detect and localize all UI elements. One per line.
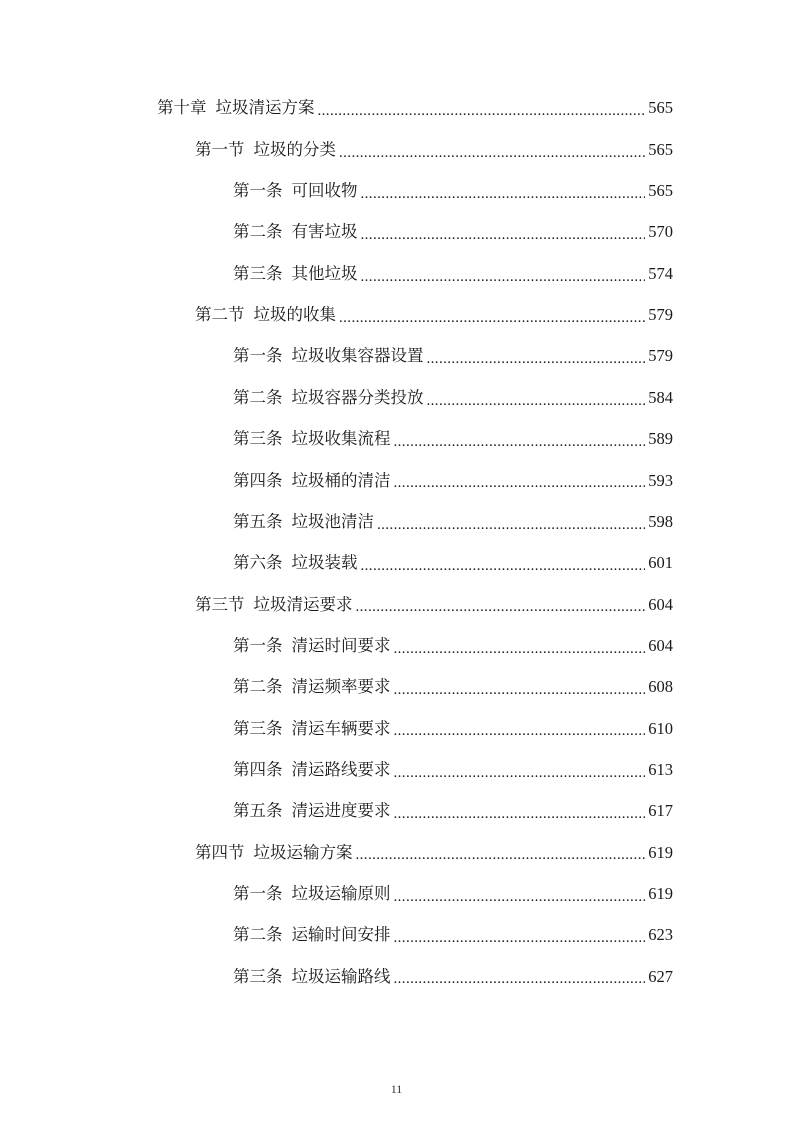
toc-entry-label: 第十章 [157,98,207,118]
toc-entry-page: 604 [648,594,673,614]
dot-leader [427,352,646,367]
dot-leader [339,311,645,326]
toc-entry-title: 垃圾池清洁 [291,511,374,531]
dot-leader [394,931,646,946]
toc-entry-page: 619 [648,842,673,862]
toc-entry-page: 565 [648,139,673,159]
dot-leader [394,642,646,657]
toc-entry-page: 617 [648,801,673,821]
dot-leader [339,146,645,161]
toc-entry-label: 第三条 [233,263,283,283]
toc-article-entry[interactable] [0,543,793,584]
toc-entry-page: 574 [648,263,673,283]
toc-entry-label: 第四条 [233,759,283,779]
toc-article-entry[interactable] [0,750,793,791]
toc-section-entry[interactable] [0,584,793,625]
toc-entry-title: 其他垃圾 [291,263,358,283]
toc-entry-title: 清运路线要求 [291,759,391,779]
toc-entry-page: 589 [648,429,673,449]
toc-article-entry[interactable] [0,171,793,212]
toc-entry-title: 垃圾的收集 [253,305,336,325]
toc-entry-page: 623 [648,925,673,945]
toc-entry-page: 565 [648,98,673,118]
toc-entry-label: 第三条 [233,718,283,738]
dot-leader [361,559,646,574]
toc-section-entry[interactable] [0,295,793,336]
toc-article-entry[interactable] [0,625,793,666]
toc-entry-title: 垃圾收集容器设置 [291,346,424,366]
toc-entry-page: 593 [648,470,673,490]
toc-entry-title: 可回收物 [291,181,358,201]
toc-entry-title: 清运车辆要求 [291,718,391,738]
toc-article-entry[interactable] [0,501,793,542]
toc-entry-title: 运输时间安排 [291,925,391,945]
toc-entry-page: 610 [648,718,673,738]
toc-entry-label: 第三条 [233,429,283,449]
table-of-contents [0,88,793,998]
toc-entry-label: 第五条 [233,511,283,531]
dot-leader [361,187,646,202]
toc-entry-label: 第一节 [195,139,245,159]
toc-entry-title: 有害垃圾 [291,222,358,242]
toc-entry-label: 第二条 [233,222,283,242]
toc-entry-page: 604 [648,635,673,655]
dot-leader [356,600,646,615]
toc-article-entry[interactable] [0,377,793,418]
toc-entry-page: 565 [648,181,673,201]
toc-entry-label: 第五条 [233,801,283,821]
toc-entry-page: 619 [648,883,673,903]
dot-leader [427,394,646,409]
dot-leader [361,228,646,243]
toc-entry-label: 第一条 [233,181,283,201]
toc-entry-label: 第一条 [233,346,283,366]
toc-article-entry[interactable] [0,253,793,294]
toc-entry-page: 608 [648,677,673,697]
dot-leader [394,724,646,739]
toc-section-entry[interactable] [0,129,793,170]
toc-entry-label: 第三节 [195,594,245,614]
toc-entry-label: 第三条 [233,966,283,986]
toc-article-entry[interactable] [0,956,793,997]
toc-entry-title: 清运时间要求 [291,635,391,655]
toc-entry-label: 第六条 [233,553,283,573]
dot-leader [356,848,646,863]
toc-entry-page: 584 [648,387,673,407]
toc-article-entry[interactable] [0,667,793,708]
toc-entry-label: 第一条 [233,635,283,655]
toc-entry-title: 垃圾装载 [291,553,358,573]
toc-entry-page: 598 [648,511,673,531]
toc-article-entry[interactable] [0,419,793,460]
dot-leader [394,972,646,987]
toc-article-entry[interactable] [0,336,793,377]
toc-entry-label: 第四条 [233,470,283,490]
toc-entry-label: 第一条 [233,883,283,903]
dot-leader [394,766,646,781]
toc-entry-page: 579 [648,305,673,325]
dot-leader [394,435,646,450]
toc-entry-label: 第二节 [195,305,245,325]
dot-leader [394,476,646,491]
dot-leader [394,683,646,698]
toc-chapter-entry[interactable] [0,88,793,129]
toc-entry-title: 垃圾清运方案 [215,98,315,118]
dot-leader [377,518,645,533]
toc-entry-title: 垃圾桶的清洁 [291,470,391,490]
toc-entry-title: 垃圾收集流程 [291,429,391,449]
toc-entry-label: 第四节 [195,842,245,862]
toc-article-entry[interactable] [0,874,793,915]
toc-entry-page: 601 [648,553,673,573]
page-number: 11 [390,1082,403,1096]
toc-entry-title: 垃圾的分类 [253,139,336,159]
dot-leader [394,890,646,905]
toc-entry-title: 垃圾运输原则 [291,883,391,903]
toc-article-entry[interactable] [0,460,793,501]
toc-entry-title: 清运频率要求 [291,677,391,697]
toc-article-entry[interactable] [0,915,793,956]
toc-entry-title: 清运进度要求 [291,801,391,821]
toc-entry-title: 垃圾容器分类投放 [291,387,424,407]
toc-entry-page: 627 [648,966,673,986]
dot-leader [394,807,646,822]
toc-section-entry[interactable] [0,832,793,873]
toc-article-entry[interactable] [0,708,793,749]
toc-article-entry[interactable] [0,791,793,832]
toc-entry-label: 第二条 [233,387,283,407]
toc-entry-label: 第二条 [233,677,283,697]
toc-entry-title: 垃圾运输路线 [291,966,391,986]
toc-article-entry[interactable] [0,212,793,253]
toc-entry-title: 垃圾运输方案 [253,842,353,862]
toc-entry-page: 570 [648,222,673,242]
toc-entry-label: 第二条 [233,925,283,945]
toc-entry-title: 垃圾清运要求 [253,594,353,614]
dot-leader [361,270,646,285]
toc-entry-page: 613 [648,759,673,779]
toc-entry-page: 579 [648,346,673,366]
dot-leader [318,104,646,119]
